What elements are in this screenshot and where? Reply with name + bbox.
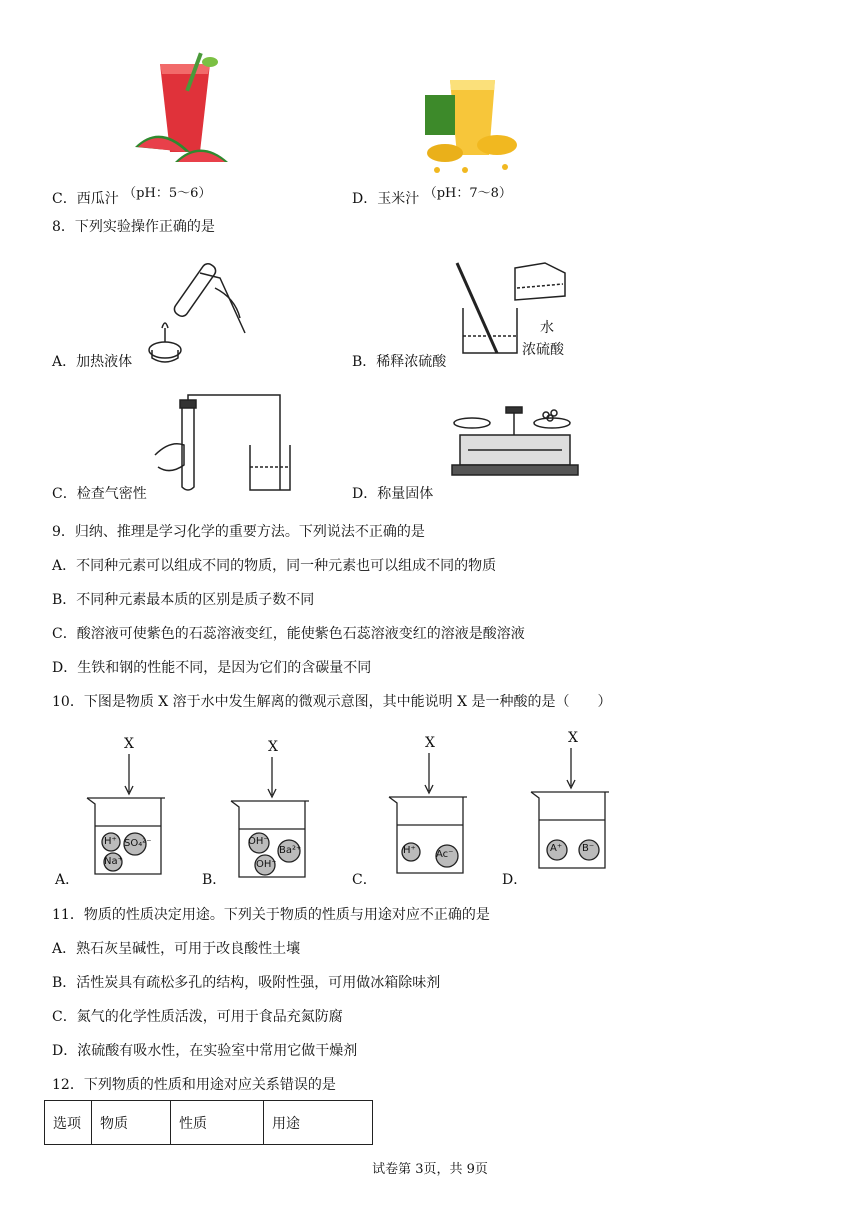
heating-liquid-diagram (140, 258, 250, 368)
q10-option-c: C． (352, 872, 377, 888)
q7-option-d-ph: （pH：7～8） (423, 186, 512, 201)
q10-b-ion-3: OH⁻ (256, 859, 277, 870)
beaker-c (387, 751, 472, 876)
q10-x-label-c: X (425, 735, 435, 751)
q9-option-d: D．生铁和钢的性能不同，是因为它们的含碳量不同 (52, 660, 372, 676)
q10-d-ion-1: A⁺ (550, 843, 563, 854)
q7-option-d-label: D．玉米汁 (352, 191, 420, 207)
corn-juice-image (425, 75, 517, 175)
q10-option-b: B． (202, 872, 227, 888)
q8-option-b: B．稀释浓硫酸 (352, 354, 447, 370)
q7-option-c-ph: （pH：5～6） (123, 186, 212, 201)
q10-x-label-b: X (268, 739, 278, 755)
q11-option-a: A．熟石灰呈碱性，可用于改良酸性土壤 (52, 941, 301, 957)
header-substance: 物质 (92, 1101, 171, 1145)
q9-option-c: C．酸溶液可使紫色的石蕊溶液变红，能使紫色石蕊溶液变红的溶液是酸溶液 (52, 626, 525, 642)
balance-scale-diagram (450, 405, 580, 490)
watermelon-juice-image (130, 52, 230, 170)
q12-stem: 12．下列物质的性质和用途对应关系错误的是 (52, 1077, 336, 1093)
q10-d-ion-2: B⁻ (582, 843, 595, 854)
q10-option-a: A． (55, 872, 80, 888)
q9-stem: 9．归纳、推理是学习化学的重要方法。下列说法不正确的是 (52, 524, 425, 540)
q10-c-ion-2: Ac⁻ (436, 849, 454, 860)
q11-option-d: D．浓硫酸有吸水性，在实验室中常用它做干燥剂 (52, 1043, 358, 1059)
q9-option-b: B．不同种元素最本质的区别是质子数不同 (52, 592, 315, 608)
q10-b-ion-1: OH⁻ (248, 836, 269, 847)
q10-a-ion-3: Na⁺ (104, 856, 123, 867)
q8-option-d: D．称量固体 (352, 486, 434, 502)
q11-option-b: B．活性炭具有疏松多孔的结构，吸附性强，可用做冰箱除味剂 (52, 975, 441, 991)
q8-stem: 8．下列实验操作正确的是 (52, 219, 215, 235)
q8-acid-label: 浓硫酸 (522, 342, 564, 358)
header-use: 用途 (264, 1101, 373, 1145)
q8-option-a: A．加热液体 (52, 354, 133, 370)
q8-option-c: C．检查气密性 (52, 486, 147, 502)
q10-x-label-d: X (568, 730, 578, 746)
table-header-row (45, 1101, 373, 1145)
q11-stem: 11．物质的性质决定用途。下列关于物质的性质与用途对应不正确的是 (52, 907, 490, 923)
q10-a-ion-2: SO₄²⁻ (124, 838, 152, 849)
page-footer: 试卷第 3页，共 9页 (372, 1162, 488, 1177)
q8-water-label: 水 (540, 320, 554, 336)
q12-table (44, 1100, 373, 1145)
q10-a-ion-1: H⁺ (104, 836, 117, 847)
header-property: 性质 (171, 1101, 264, 1145)
q11-option-c: C．氮气的化学性质活泼，可用于食品充氮防腐 (52, 1009, 343, 1025)
q10-c-ion-1: H⁺ (403, 845, 416, 856)
q10-b-ion-2: Ba²⁺ (279, 845, 302, 856)
beaker-a (85, 752, 170, 877)
airtightness-check-diagram (150, 395, 300, 495)
header-option: 选项 (45, 1101, 92, 1145)
q10-option-d: D． (502, 872, 528, 888)
q10-stem: 10．下图是物质 X 溶于水中发生解离的微观示意图，其中能说明 X 是一种酸的是（ ） (52, 694, 612, 710)
beaker-d (529, 746, 614, 871)
q7-option-c-label: C．西瓜汁 (52, 191, 119, 207)
q10-x-label-a: X (124, 736, 134, 752)
q9-option-a: A．不同种元素可以组成不同的物质，同一种元素也可以组成不同的物质 (52, 558, 497, 574)
